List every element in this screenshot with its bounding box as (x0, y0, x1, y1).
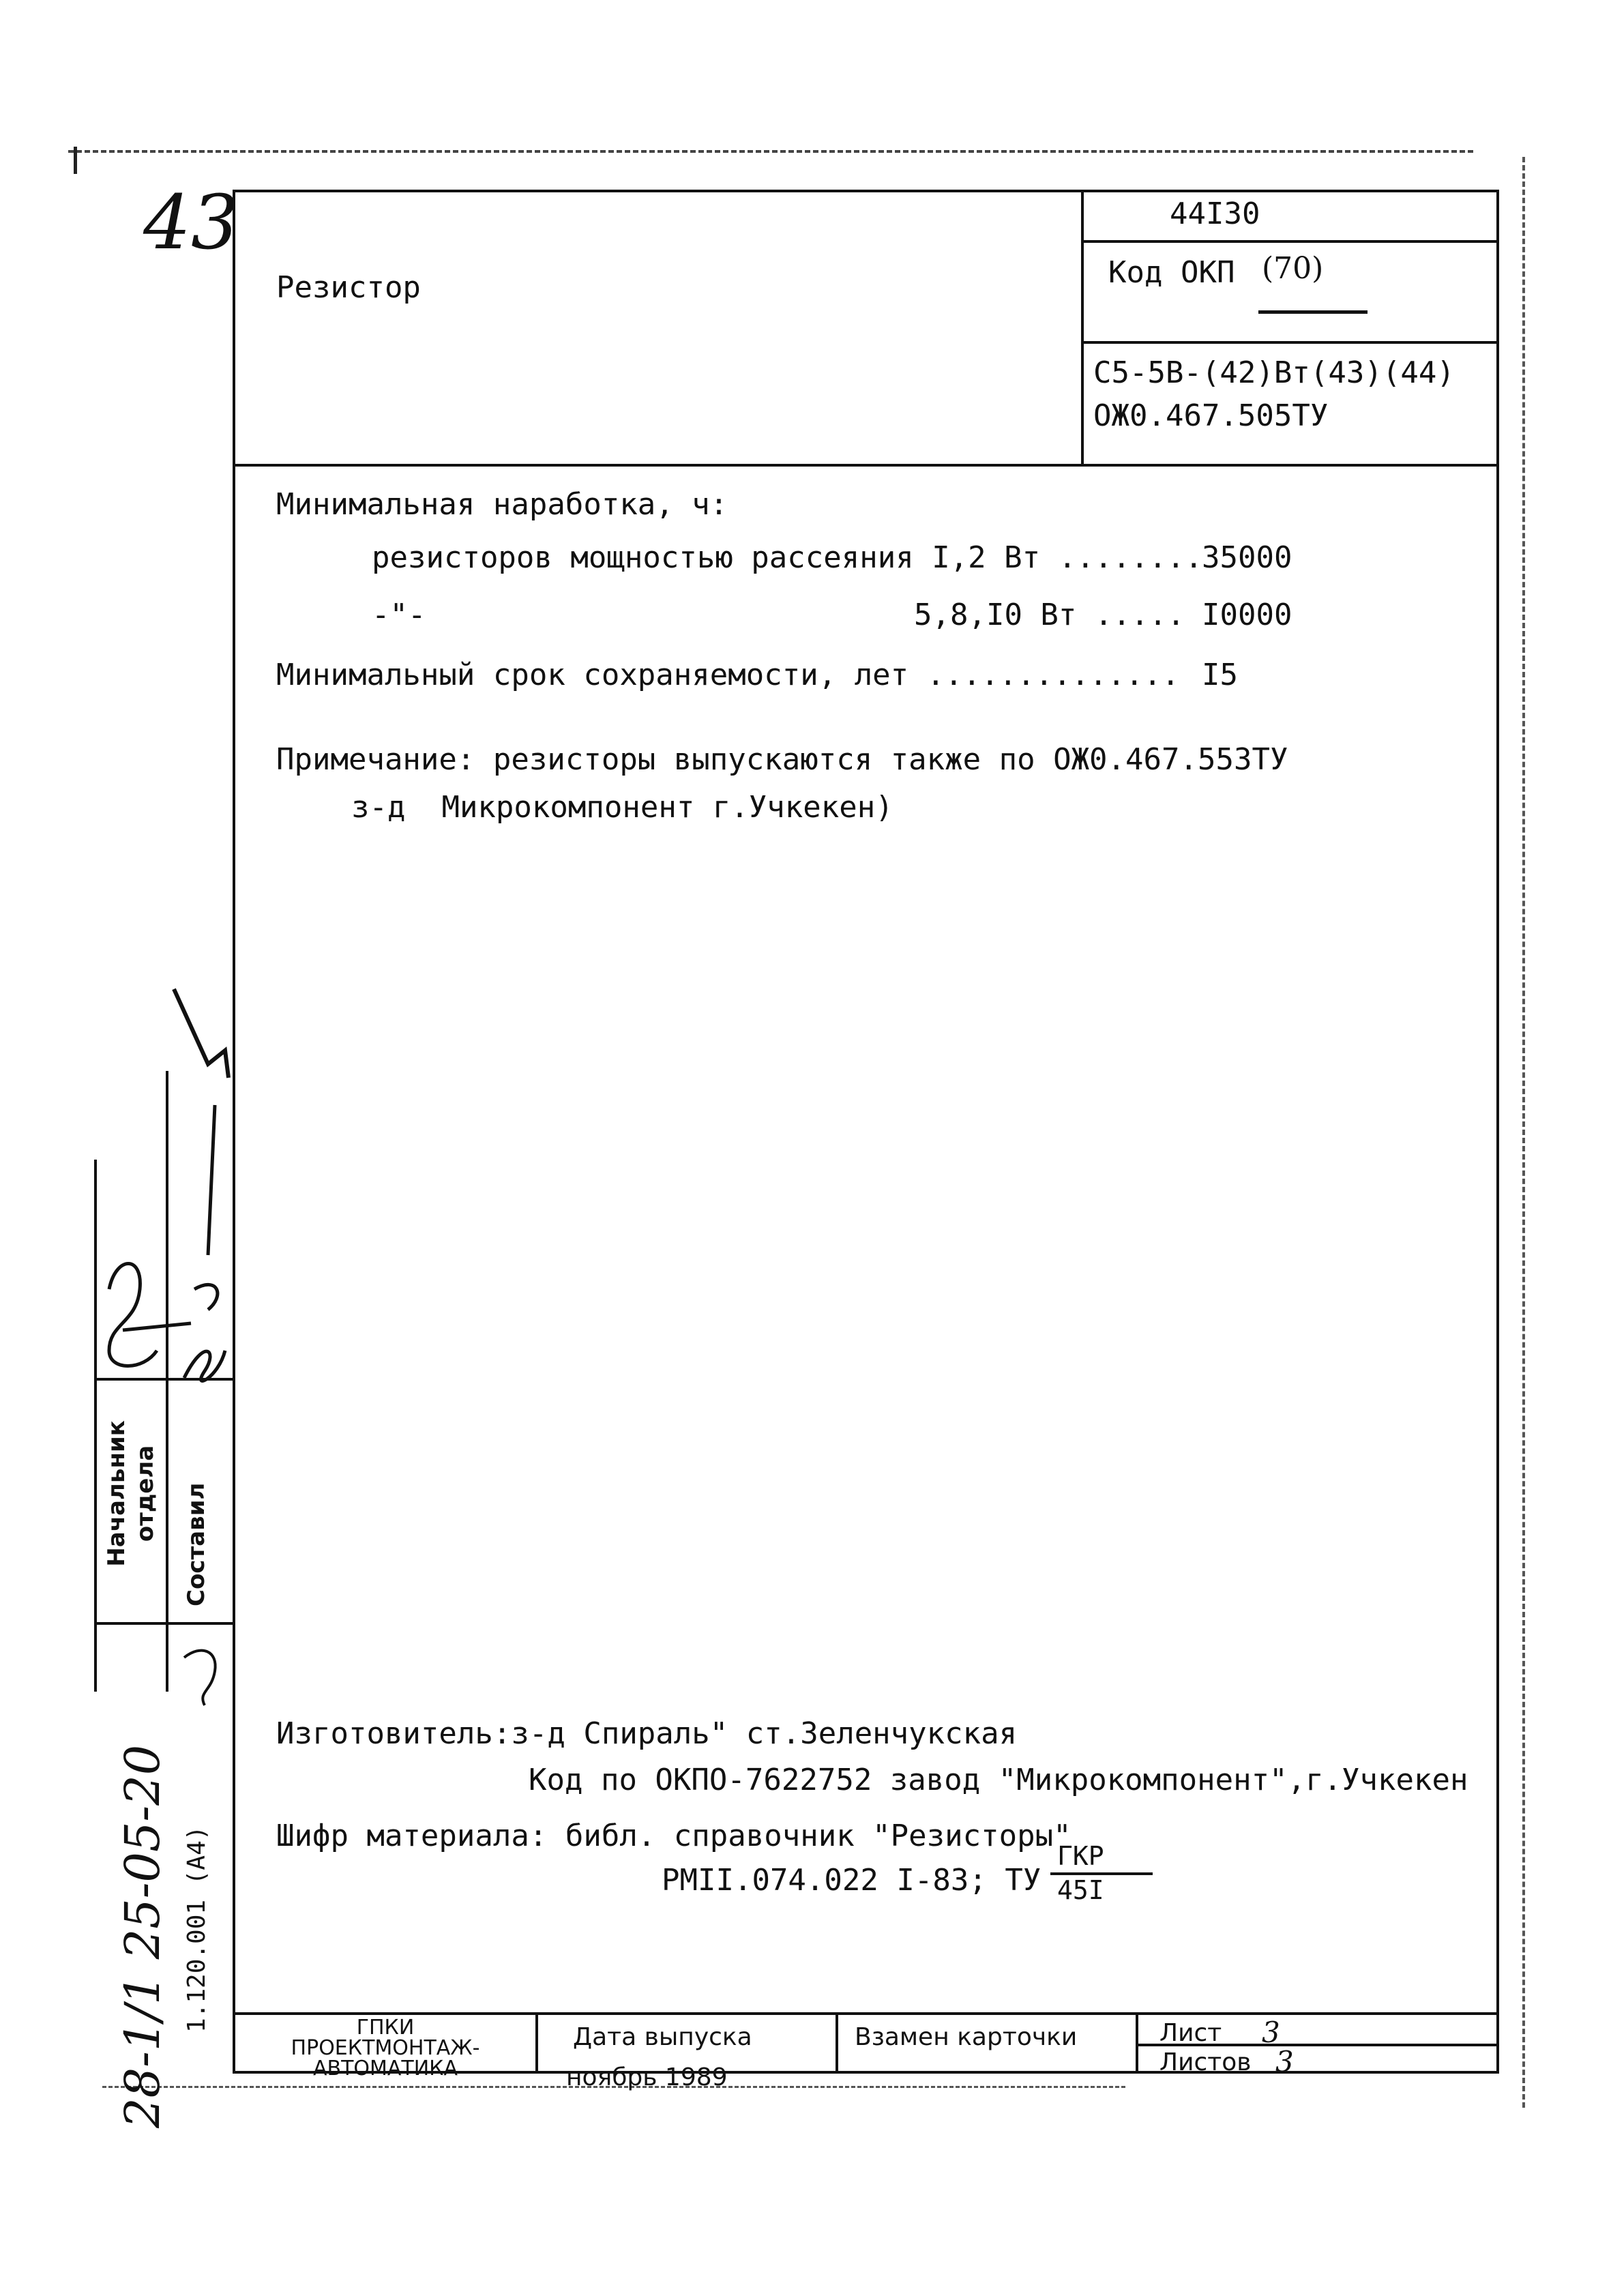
footer-divider-1 (535, 2012, 538, 2074)
signature-stroke-2 (208, 1105, 215, 1255)
okp-divider (1081, 341, 1499, 344)
material-fraction-top: ГКР (1057, 1841, 1104, 1871)
header-vertical-divider (1081, 190, 1084, 464)
manufacturer-line-2: Код по ОКПО-7622752 завод "Микрокомпонент",г.Учкекен (529, 1763, 1468, 1797)
footer-sheets-value: 3 (1275, 2045, 1294, 2078)
note-line-2: з-д Микрокомпонент г.Учкекен) (351, 790, 893, 825)
footer-divider-2 (836, 2012, 838, 2074)
okp-underline (1258, 310, 1368, 314)
footer-replaces-label: Взамен карточки (855, 2023, 1078, 2051)
stamp-form-code: 1.120.001 (А4) (183, 1825, 211, 2033)
operating-line-1-text: резисторов мощностью рассеяния I,2 Вт ........ (372, 540, 1203, 575)
manufacturer-line-1: Изготовитель:з-д Спираль" ст.Зеленчукская (276, 1716, 1018, 1751)
spec-number: ОЖ0.467.505ТУ (1093, 398, 1329, 433)
product-title: Резистор (276, 270, 421, 305)
operating-line-2-value: I0000 (1202, 598, 1292, 632)
footer-org (239, 2018, 532, 2079)
material-fraction-bottom: 45I (1057, 1875, 1104, 1905)
okp-label: Код ОКП (1108, 255, 1235, 290)
operating-line-2-text: 5,8,I0 Вт ..... (914, 598, 1185, 632)
material-code-line-2: РМII.074.022 I-83; ТУ (662, 1863, 1041, 1898)
stamp-compiled-by: Составил (183, 1482, 210, 1606)
material-code-line-1: Шифр материала: библ. справочник "Резисторы" (276, 1819, 1071, 1853)
code-divider (1081, 240, 1499, 243)
header-divider (233, 464, 1499, 467)
stamp-head-of-dept: Начальник отдела (103, 1420, 159, 1567)
footer-top-line (233, 2012, 1499, 2015)
footer-sheet-value: 3 (1262, 2016, 1280, 2049)
footer-org-line-3: АВТОМАТИКА (312, 2057, 458, 2080)
right-margin-line (1522, 157, 1525, 2108)
okp-value: (70) (1262, 251, 1324, 286)
left-mark (74, 147, 77, 174)
top-dashed-border (68, 150, 1473, 153)
min-operating-time-label: Минимальная наработка, ч: (276, 487, 728, 522)
type-designation: С5-5В-(42)Вт(43)(44) (1093, 355, 1455, 390)
operating-line-2-ditto: -"- (372, 598, 426, 632)
footer-issue-date: ноябрь 1989 (566, 2063, 728, 2091)
signature-small (184, 1651, 216, 1705)
footer-sheets-label: Листов (1159, 2048, 1252, 2076)
stamp-handwritten-number: 28-1/1 25-05-20 (115, 1744, 171, 2128)
footer-issue-label: Дата выпуска (573, 2023, 752, 2051)
signature-stroke-1 (174, 989, 228, 1078)
footer-sheet-label: Лист (1159, 2019, 1222, 2047)
operating-line-1-value: 35000 (1202, 540, 1292, 575)
footer-org-line-1: ГПКИ (356, 2016, 415, 2040)
footer-divider-3 (1136, 2012, 1138, 2074)
code-number: 44I30 (1170, 196, 1260, 231)
sheet-number: 43 (143, 179, 239, 266)
footer-org-line-2: ПРОЕКТМОНТАЖ- (291, 2036, 480, 2060)
signature-graphics (82, 969, 246, 1787)
storage-value: I5 (1202, 658, 1238, 692)
storage-label: Минимальный срок сохраняемости, лет .............. (276, 658, 1180, 692)
signature-compiled (184, 1284, 225, 1381)
signature-head-of-dept (109, 1264, 191, 1366)
note-line-1: Примечание: резисторы выпускаются также по ОЖ0.467.553ТУ (276, 742, 1288, 777)
